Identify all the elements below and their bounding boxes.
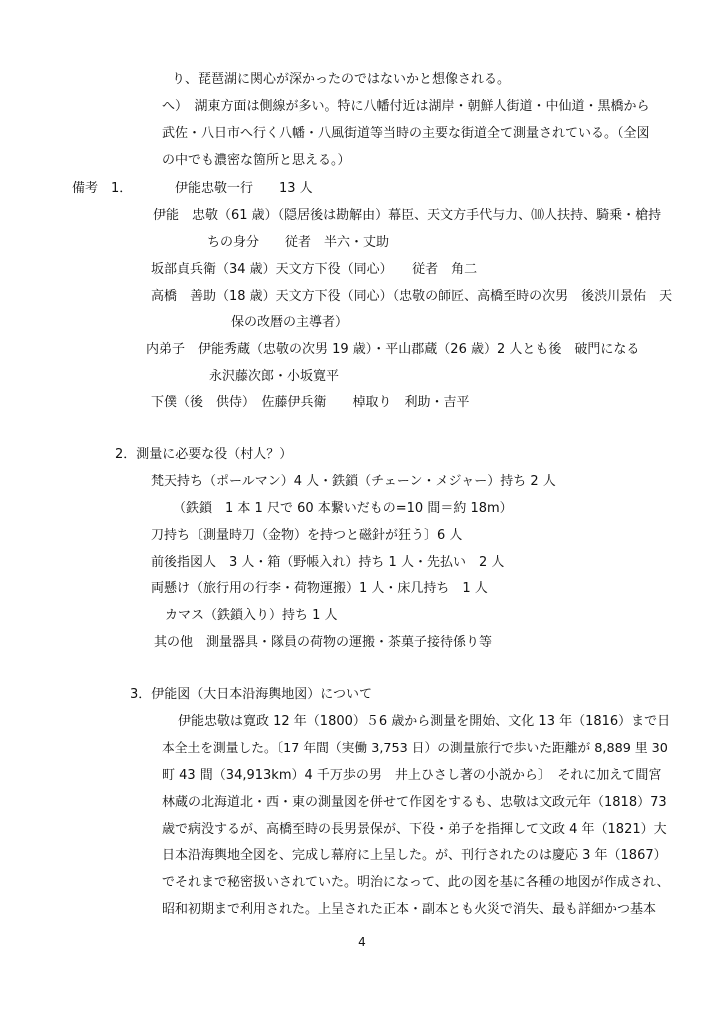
text-line: 内弟子 伊能秀蔵（忠敬の次男 19 歳）・平山郡蔵（26 歳）2 人とも後 破門になる xyxy=(146,342,640,357)
text-line: 伊能忠敬は寛政 12 年（1800）５6 歳から測量を開始、文化 13 年（1816）まで日 xyxy=(178,714,671,729)
page-number: 4 xyxy=(358,935,366,949)
text-line: 其の他 測量器具・隊員の荷物の運搬・茶菓子接待係り等 xyxy=(154,635,493,650)
section-heading: 備考 1． xyxy=(72,181,133,196)
text-line: 梵天持ち（ポールマン）4 人・鉄鎖（チェーン・メジャー）持ち 2 人 xyxy=(151,474,556,489)
text-line: 林蔵の北海道北・西・東の測量図を併せて作図をするも、忠敬は文政元年（1818）73 xyxy=(162,795,667,810)
text-line: 永沢藤次郎・小坂寛平 xyxy=(209,369,340,384)
section-heading: 2．測量に必要な役（村人？） xyxy=(115,447,293,462)
text-line: 両懸け（旅行用の行李・荷物運搬）1 人・床几持ち 1 人 xyxy=(151,581,488,596)
text-line: 武佐・八日市へ行く八幡・八風街道等当時の主要な街道全て測量されている。（全図 xyxy=(162,126,650,141)
text-line: 伊能 忠敬（61 歳）（隠居後は勘解由）幕臣、天文方手代与力、⑽人扶持、騎乗・槍持 xyxy=(153,208,662,223)
text-line: 日本沿海輿地全図を、完成し幕府に上呈した。が、刊行されたのは慶応 3 年（1867） xyxy=(162,848,667,863)
text-line: でそれまで秘密扱いされていた。明治になって、此の図を基に各種の地図が作成され、 xyxy=(162,875,670,890)
text-line: カマス（鉄鎖入り）持ち 1 人 xyxy=(165,608,338,623)
text-line: 保の改暦の主導者） xyxy=(231,315,349,330)
text-line: 町 43 間（34,913km）4 千万歩の男 井上ひさし著の小説から〕 それに加えて間宮 xyxy=(162,768,662,783)
text-line: り、琵琶湖に関心が深かったのではないかと想像される。 xyxy=(172,72,511,87)
text-line: 本全土を測量した。〔17 年間（実働 3,753 日）の測量旅行で歩いた距離が 8,889 里 30 xyxy=(162,741,668,756)
section-heading: 3．伊能図（大日本沿海輿地図）について xyxy=(130,687,373,702)
text-line: 歳で病没するが、高橋至時の長男景保が、下役・弟子を指揮して文政 4 年（1821）大 xyxy=(162,822,667,837)
text-line: の中でも濃密な箇所と思える。） xyxy=(162,153,351,168)
text-line: へ） 湖東方面は側線が多い。特に八幡付近は湖岸・朝鮮人街道・中仙道・黒橋から xyxy=(162,99,650,114)
text-line: 高橋 善助（18 歳）天文方下役（同心）（忠敬の師匠、高橋至時の次男 後渋川景佑 天 xyxy=(151,289,673,304)
text-line: 前後指図人 3 人・箱（野帳入れ）持ち 1 人・先払い 2 人 xyxy=(151,555,505,570)
text-line: 下僕（後 供侍） 佐藤伊兵衛 棹取り 利助・吉平 xyxy=(151,395,470,410)
text-line: 昭和初期まで利用された。上呈された正本・副本とも火災で消失、最も詳細かつ基本 xyxy=(162,902,657,917)
text-line: 伊能忠敬一行 13 人 xyxy=(175,181,313,196)
text-line: 刀持ち〔測量時刀（金物）を持つと磁針が狂う〕6 人 xyxy=(151,528,463,543)
text-line: （鉄鎖 1 本 1 尺で 60 本繋いだもの=10 間＝約 18m） xyxy=(173,501,513,516)
text-line: 坂部貞兵衛（34 歳）天文方下役（同心） 従者 角二 xyxy=(151,262,478,277)
text-line: ちの身分 従者 半六・丈助 xyxy=(207,235,390,250)
